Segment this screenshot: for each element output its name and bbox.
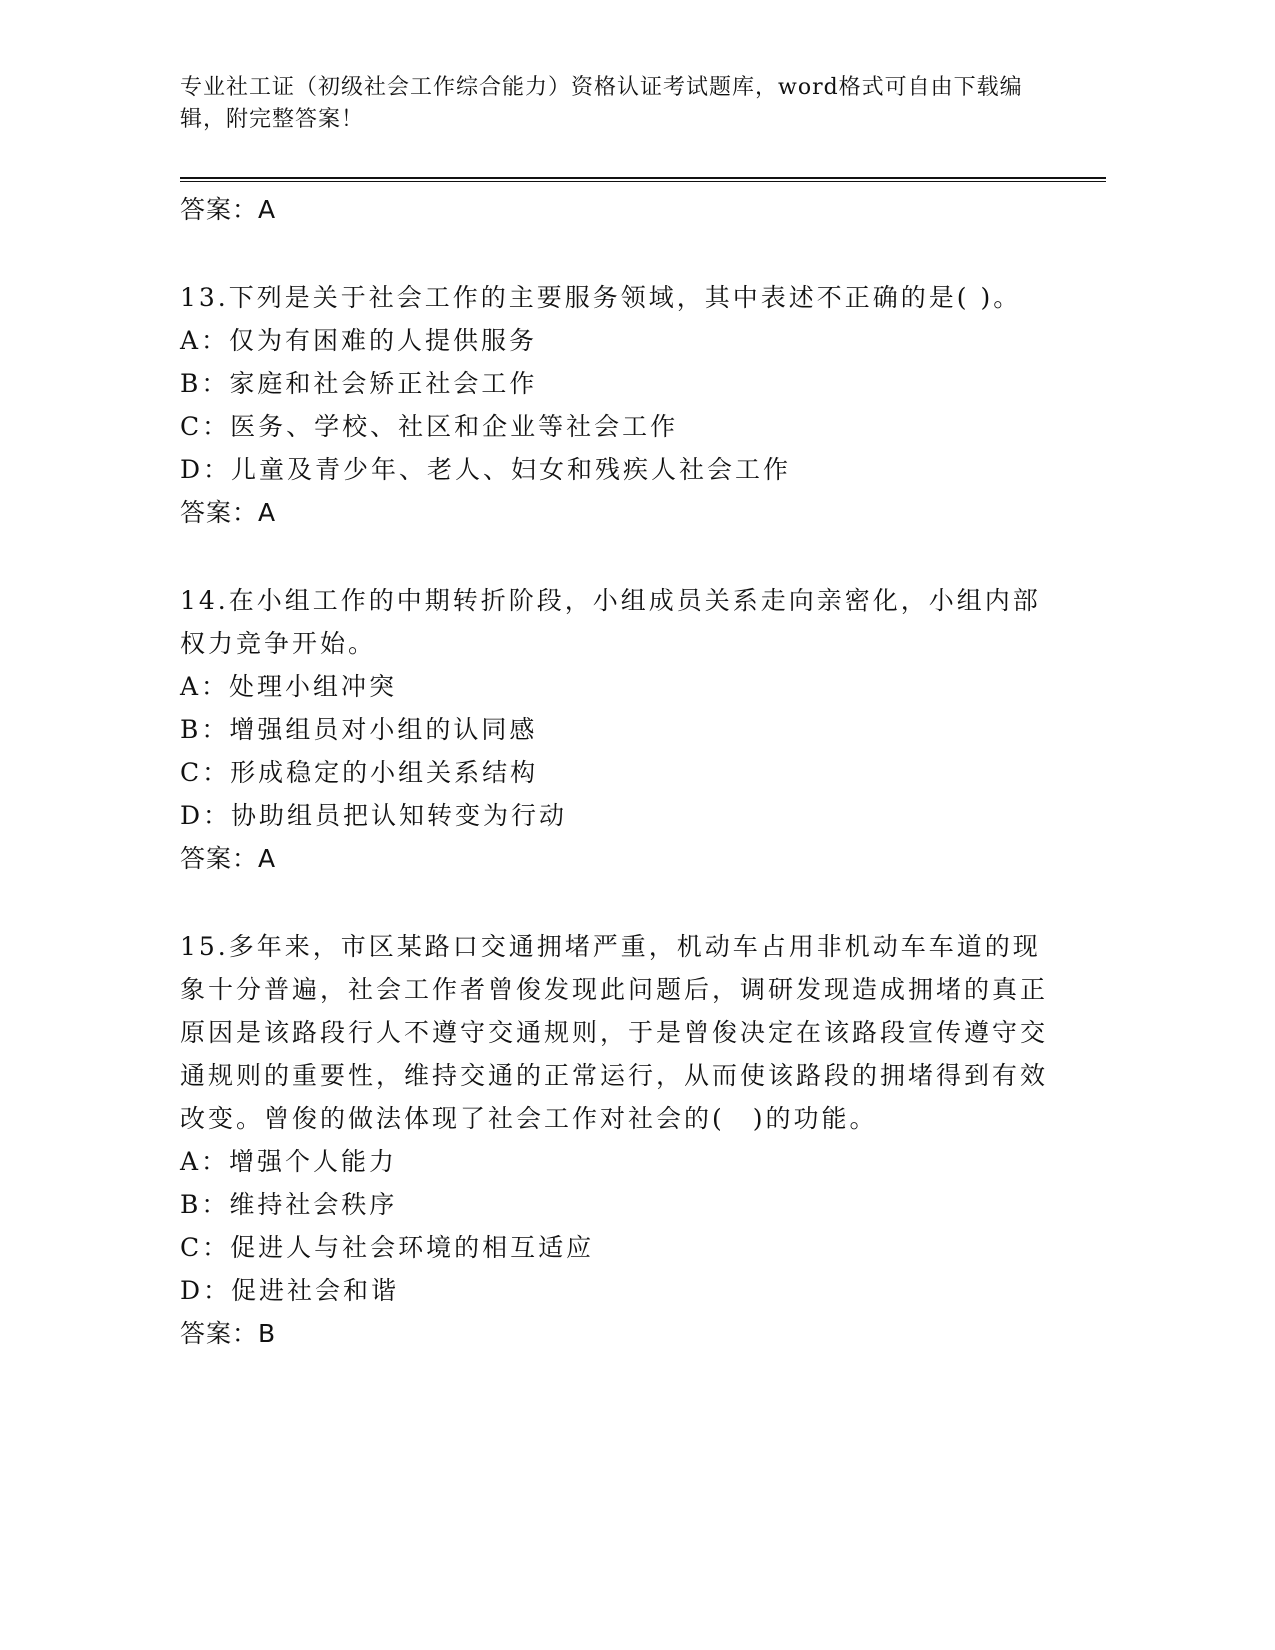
question-13 [180, 276, 1060, 535]
question-15 [180, 925, 1060, 1356]
answer-previous-question: 答案：A [180, 195, 277, 224]
question-14 [180, 579, 1060, 881]
spacer [180, 881, 1060, 925]
answer: 答案：B [180, 1319, 277, 1348]
header-rule-thin [180, 181, 1106, 182]
header-rule-thick [180, 177, 1106, 179]
question-stem: 15.多年来，市区某路口交通拥堵严重，机动车占用非机动车车道的现象十分普遍，社会工作者曾俊发现此问题后，调研发现造成拥堵的真正原因是该路段行人不遵守交通规则，于是曾俊决定在该路段宣传遵守交通规则的重要性，维持交通的正常运行，从而使该路段的拥堵得到有效改变。曾俊的做法体现了社会工作对社会的( )的功能。 [180, 932, 1049, 1133]
answer: 答案：A [180, 498, 277, 527]
option-d: D：儿童及青少年、老人、妇女和残疾人社会工作 [180, 455, 792, 484]
option-b: B：增强组员对小组的认同感 [180, 715, 538, 744]
option-c: C：医务、学校、社区和企业等社会工作 [180, 412, 679, 441]
option-c: C：促进人与社会环境的相互适应 [180, 1233, 595, 1262]
page-header-text: 专业社工证（初级社会工作综合能力）资格认证考试题库，word格式可自由下载编辑，附完整答案！ [180, 75, 1023, 132]
question-list [180, 188, 1060, 1356]
answer: 答案：A [180, 844, 277, 873]
option-a: A：处理小组冲突 [180, 672, 398, 701]
spacer [180, 535, 1060, 579]
question-stem: 13.下列是关于社会工作的主要服务领域，其中表述不正确的是( )。 [180, 283, 1022, 312]
option-b: B：维持社会秩序 [180, 1190, 398, 1219]
option-b: B：家庭和社会矫正社会工作 [180, 369, 538, 398]
question-stem: 14.在小组工作的中期转折阶段，小组成员关系走向亲密化，小组内部权力竞争开始。 [180, 586, 1041, 658]
spacer [180, 232, 1060, 276]
option-c: C：形成稳定的小组关系结构 [180, 758, 539, 787]
option-d: D：协助组员把认知转变为行动 [180, 801, 568, 830]
option-a: A：增强个人能力 [180, 1147, 398, 1176]
option-d: D：促进社会和谐 [180, 1276, 400, 1305]
option-a: A：仅为有困难的人提供服务 [180, 326, 538, 355]
